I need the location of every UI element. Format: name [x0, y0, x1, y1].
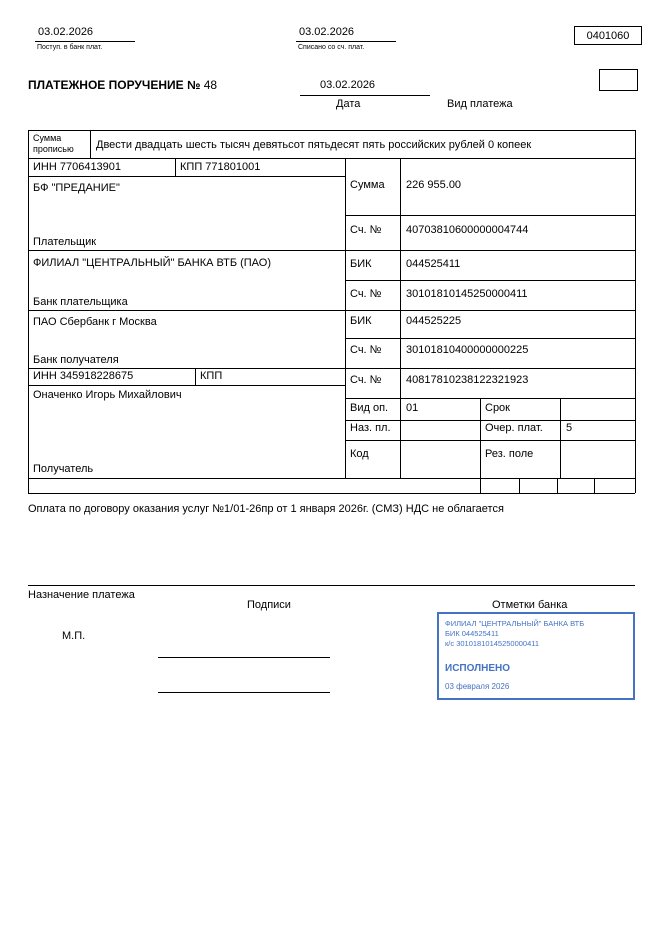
bank-stamp [437, 612, 635, 700]
amount-value: 226 955.00 [406, 179, 462, 191]
signature-line-2 [158, 692, 330, 693]
date-caption: Дата [336, 98, 361, 110]
payer-bank-caption: Банк плательщика [33, 296, 128, 308]
debited-date-underline [296, 41, 396, 42]
stamp-date: 03 февраля 2026 [445, 682, 510, 691]
stamp-corr-account: к/с 30101810145250000411 [445, 639, 540, 648]
document-number: 48 [203, 78, 218, 92]
table-border [345, 280, 635, 281]
payer-inn: ИНН 7706413901 [33, 161, 122, 173]
received-date-underline [35, 41, 135, 42]
table-border [345, 215, 635, 216]
op-type-value: 01 [406, 402, 419, 414]
payee-bank-name: ПАО Сбербанк г Москва [33, 316, 157, 328]
payee-inn: ИНН 345918228675 [33, 370, 134, 382]
code-label: Код [350, 448, 369, 460]
stamp-bank-name: ФИЛИАЛ "ЦЕНТРАЛЬНЫЙ" БАНКА ВТБ [445, 619, 585, 628]
payer-bank-bik-label: БИК [350, 258, 372, 270]
payer-name: БФ "ПРЕДАНИЕ" [33, 182, 120, 194]
table-border [28, 176, 345, 177]
payer-account-label: Сч. № [350, 224, 382, 236]
table-border [28, 130, 635, 131]
table-border [175, 158, 176, 176]
payee-account: 40817810238122321923 [406, 374, 529, 386]
document-date: 03.02.2026 [320, 79, 376, 91]
stamp-bik: БИК 044525411 [445, 629, 499, 638]
payment-purpose-caption: Назначение платежа [28, 589, 135, 601]
document-title-label: ПЛАТЕЖНОЕ ПОРУЧЕНИЕ № [28, 78, 201, 92]
table-border [28, 385, 345, 386]
table-border [28, 250, 635, 251]
signatures-label: Подписи [247, 599, 291, 611]
table-border [345, 158, 346, 478]
debited-date: 03.02.2026 [299, 26, 355, 38]
amount-in-words: Двести двадцать шесть тысяч девятьсот пятьдесят пять российских рублей 0 копеек [96, 139, 532, 151]
table-border [28, 478, 635, 479]
table-border [345, 440, 635, 441]
signature-line-1 [158, 657, 330, 658]
priority-value: 5 [566, 422, 573, 434]
payer-bank-account: 30101810145250000411 [406, 288, 528, 300]
payee-caption: Получатель [33, 463, 94, 475]
stamp-status: ИСПОЛНЕНО [445, 663, 511, 674]
debited-date-caption: Списано со сч. плат. [298, 44, 365, 51]
table-border [557, 478, 558, 493]
payee-bank-account-label: Сч. № [350, 344, 382, 356]
form-code-box [574, 26, 642, 45]
payee-account-label: Сч. № [350, 374, 382, 386]
amount-words-label-line1: Сумма [33, 133, 62, 143]
payer-bank-bik: 044525411 [406, 258, 461, 270]
payer-bank-name: ФИЛИАЛ "ЦЕНТРАЛЬНЫЙ" БАНКА ВТБ (ПАО) [33, 257, 271, 269]
payment-type-box [599, 69, 638, 91]
payer-caption: Плательщик [33, 236, 97, 248]
table-border [28, 158, 635, 159]
document-date-underline [300, 95, 430, 96]
payee-bank-caption: Банк получателя [33, 354, 119, 366]
table-border [345, 420, 635, 421]
stamp-place-label: М.П. [62, 630, 86, 642]
amount-words-label-line2: прописью [33, 144, 74, 154]
document-title [28, 79, 217, 91]
table-border [560, 398, 561, 478]
table-border [519, 478, 520, 493]
purpose-code-label: Наз. пл. [350, 422, 391, 434]
payee-bank-account: 30101810400000000225 [406, 344, 529, 356]
bank-marks-label: Отметки банка [492, 599, 568, 611]
payment-type-caption: Вид платежа [447, 98, 513, 110]
payee-bank-bik-label: БИК [350, 315, 372, 327]
received-date: 03.02.2026 [38, 26, 94, 38]
amount-label: Сумма [350, 179, 385, 191]
reserve-field-label: Рез. поле [485, 448, 534, 460]
table-border [345, 338, 635, 339]
table-border [594, 478, 595, 493]
payer-account-value: 40703810600000004744 [406, 224, 529, 236]
table-border [28, 130, 29, 493]
payer-bank-account-label: Сч. № [350, 288, 382, 300]
payer-kpp: КПП 771801001 [180, 161, 261, 173]
payment-purpose-text: Оплата по договору оказания услуг №1/01-26пр от 1 января 2026г. (СМЗ) НДС не облагается [28, 503, 504, 515]
op-type-label: Вид оп. [350, 402, 389, 414]
table-border [90, 130, 91, 158]
term-label: Срок [485, 402, 510, 414]
table-border [195, 368, 196, 385]
table-border [400, 158, 401, 478]
payee-kpp-label: КПП [200, 370, 223, 382]
received-date-caption: Поступ. в банк плат. [37, 44, 103, 51]
payee-bank-bik: 044525225 [406, 315, 462, 327]
priority-label: Очер. плат. [485, 422, 543, 434]
table-border [345, 398, 635, 399]
table-border [28, 493, 635, 494]
payee-name: Оначенко Игорь Михайлович [33, 389, 182, 401]
form-code: 0401060 [586, 29, 630, 42]
table-border [28, 368, 635, 369]
table-border [28, 310, 635, 311]
table-border [635, 130, 636, 493]
table-border [480, 398, 481, 478]
purpose-separator-line [28, 585, 635, 586]
table-border [480, 478, 481, 493]
